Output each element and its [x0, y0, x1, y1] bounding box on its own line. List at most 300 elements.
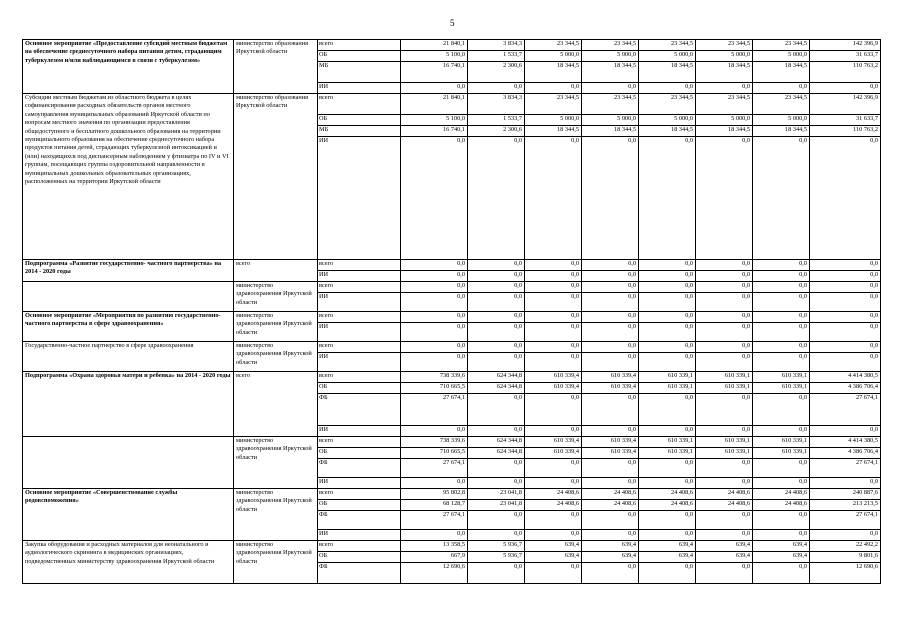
- activity-name: Основное мероприятие «Совершенствование службы родовспоможения»: [23, 489, 234, 541]
- value-cell: 0,0: [639, 511, 696, 530]
- funding-source-cell: всего: [318, 260, 401, 271]
- value-cell: 0,0: [582, 563, 639, 584]
- value-cell: 610 339,1: [753, 448, 810, 459]
- value-cell: 710 665,5: [401, 383, 468, 394]
- value-cell: 18 344,5: [582, 126, 639, 137]
- value-cell: 23 344,5: [696, 40, 753, 51]
- total-cell: 0,0: [810, 478, 881, 489]
- value-cell: 18 344,5: [582, 62, 639, 83]
- table-row: [23, 94, 881, 115]
- value-cell: 23 041,8: [468, 500, 525, 511]
- value-cell: 610 339,1: [639, 383, 696, 394]
- funding-source-cell: МБ: [318, 126, 401, 137]
- value-cell: 610 339,4: [525, 437, 582, 448]
- executor-cell: министерство образования Иркутской области: [234, 40, 318, 94]
- value-cell: 0,0: [639, 342, 696, 353]
- value-cell: 0,0: [696, 342, 753, 353]
- budget-table: [22, 39, 881, 584]
- value-cell: 0,0: [401, 271, 468, 282]
- value-cell: 0,0: [468, 312, 525, 323]
- value-cell: 0,0: [753, 342, 810, 353]
- value-cell: 0,0: [696, 323, 753, 342]
- executor-cell: министерство здравоохранения Иркутской области: [234, 541, 318, 584]
- value-cell: 21 840,1: [401, 40, 468, 51]
- value-cell: 0,0: [401, 312, 468, 323]
- value-cell: 0,0: [525, 260, 582, 271]
- value-cell: 5 000,0: [639, 51, 696, 62]
- funding-source-cell: всего: [318, 541, 401, 552]
- value-cell: 639,4: [696, 552, 753, 563]
- value-cell: 5 000,0: [639, 115, 696, 126]
- total-cell: 0,0: [810, 282, 881, 293]
- value-cell: 24 408,6: [639, 489, 696, 500]
- total-cell: 0,0: [810, 260, 881, 271]
- value-cell: 624 344,8: [468, 437, 525, 448]
- value-cell: 0,0: [696, 426, 753, 437]
- value-cell: 0,0: [753, 426, 810, 437]
- value-cell: 3 834,3: [468, 40, 525, 51]
- total-cell: 27 674,1: [810, 394, 881, 426]
- value-cell: 18 344,5: [753, 62, 810, 83]
- value-cell: 610 339,1: [696, 383, 753, 394]
- value-cell: 0,0: [582, 459, 639, 478]
- funding-source-cell: МБ: [318, 62, 401, 83]
- value-cell: 23 344,5: [525, 94, 582, 115]
- value-cell: 18 344,5: [639, 62, 696, 83]
- value-cell: 5 000,0: [525, 51, 582, 62]
- value-cell: 0,0: [468, 260, 525, 271]
- total-cell: 0,0: [810, 83, 881, 94]
- value-cell: 610 339,1: [696, 372, 753, 383]
- funding-source-cell: всего: [318, 372, 401, 383]
- value-cell: 0,0: [696, 478, 753, 489]
- value-cell: 0,0: [696, 293, 753, 312]
- funding-source-cell: ИИ: [318, 353, 401, 372]
- value-cell: 13 358,5: [401, 541, 468, 552]
- total-cell: 22 492,2: [810, 541, 881, 552]
- value-cell: 0,0: [468, 478, 525, 489]
- value-cell: 639,4: [525, 552, 582, 563]
- value-cell: 0,0: [525, 353, 582, 372]
- activity-name: [23, 282, 234, 312]
- value-cell: 0,0: [401, 83, 468, 94]
- value-cell: 0,0: [696, 530, 753, 541]
- value-cell: 0,0: [525, 293, 582, 312]
- value-cell: 18 344,5: [696, 62, 753, 83]
- value-cell: 0,0: [639, 271, 696, 282]
- total-cell: 0,0: [810, 271, 881, 282]
- value-cell: 0,0: [525, 394, 582, 426]
- value-cell: 5 000,0: [696, 115, 753, 126]
- value-cell: 0,0: [582, 83, 639, 94]
- value-cell: 0,0: [468, 83, 525, 94]
- executor-cell: министерство здравоохранения Иркутской области: [234, 282, 318, 312]
- value-cell: 0,0: [401, 353, 468, 372]
- value-cell: 0,0: [753, 312, 810, 323]
- executor-cell: министерство образования Иркутской области: [234, 94, 318, 260]
- value-cell: 0,0: [753, 323, 810, 342]
- total-cell: 4 386 706,4: [810, 383, 881, 394]
- value-cell: 23 344,5: [525, 40, 582, 51]
- total-cell: 213 213,5: [810, 500, 881, 511]
- value-cell: 0,0: [468, 342, 525, 353]
- value-cell: 610 339,4: [582, 437, 639, 448]
- value-cell: 624 344,8: [468, 372, 525, 383]
- value-cell: 18 344,5: [753, 126, 810, 137]
- value-cell: 5 000,0: [582, 115, 639, 126]
- value-cell: 0,0: [582, 271, 639, 282]
- value-cell: 1 533,7: [468, 115, 525, 126]
- value-cell: 2 300,6: [468, 62, 525, 83]
- funding-source-cell: ФБ: [318, 511, 401, 530]
- value-cell: 0,0: [696, 563, 753, 584]
- value-cell: 0,0: [639, 312, 696, 323]
- value-cell: 18 344,5: [525, 126, 582, 137]
- value-cell: 5 000,0: [753, 115, 810, 126]
- funding-source-cell: всего: [318, 437, 401, 448]
- value-cell: 0,0: [753, 394, 810, 426]
- total-cell: 12 690,6: [810, 563, 881, 584]
- total-cell: 27 674,1: [810, 459, 881, 478]
- table-row: [23, 372, 881, 383]
- value-cell: 0,0: [639, 563, 696, 584]
- funding-source-cell: ИИ: [318, 137, 401, 260]
- value-cell: 0,0: [696, 459, 753, 478]
- value-cell: 24 408,6: [753, 489, 810, 500]
- value-cell: 5 000,0: [753, 51, 810, 62]
- funding-source-cell: всего: [318, 94, 401, 115]
- value-cell: 0,0: [696, 353, 753, 372]
- value-cell: 24 408,6: [525, 500, 582, 511]
- total-cell: 9 801,6: [810, 552, 881, 563]
- total-cell: 110 763,2: [810, 126, 881, 137]
- value-cell: 0,0: [696, 394, 753, 426]
- value-cell: 0,0: [468, 459, 525, 478]
- executor-cell: министерство здравоохранения Иркутской области: [234, 437, 318, 489]
- value-cell: 0,0: [753, 282, 810, 293]
- total-cell: 240 887,6: [810, 489, 881, 500]
- value-cell: 639,4: [582, 552, 639, 563]
- value-cell: 0,0: [468, 530, 525, 541]
- funding-source-cell: ОБ: [318, 500, 401, 511]
- value-cell: 0,0: [753, 293, 810, 312]
- value-cell: 68 128,7: [401, 500, 468, 511]
- value-cell: 0,0: [582, 282, 639, 293]
- activity-name: [23, 437, 234, 489]
- value-cell: 0,0: [582, 323, 639, 342]
- value-cell: 24 408,6: [696, 489, 753, 500]
- total-cell: 0,0: [810, 353, 881, 372]
- value-cell: 27 674,1: [401, 394, 468, 426]
- value-cell: 624 344,8: [468, 448, 525, 459]
- value-cell: 0,0: [696, 137, 753, 260]
- value-cell: 738 339,6: [401, 437, 468, 448]
- total-cell: 142 396,9: [810, 40, 881, 51]
- funding-source-cell: ФБ: [318, 394, 401, 426]
- total-cell: 110 763,2: [810, 62, 881, 83]
- value-cell: 624 344,8: [468, 383, 525, 394]
- value-cell: 0,0: [639, 137, 696, 260]
- activity-name: Государственно-частное партнерство в сфере здравоохранения: [23, 342, 234, 372]
- value-cell: 0,0: [468, 137, 525, 260]
- value-cell: 24 408,6: [753, 500, 810, 511]
- value-cell: 610 339,4: [582, 372, 639, 383]
- value-cell: 0,0: [401, 342, 468, 353]
- value-cell: 0,0: [401, 426, 468, 437]
- value-cell: 0,0: [468, 394, 525, 426]
- value-cell: 0,0: [468, 282, 525, 293]
- value-cell: 27 674,1: [401, 511, 468, 530]
- value-cell: 0,0: [696, 511, 753, 530]
- value-cell: 5 000,0: [582, 51, 639, 62]
- total-cell: 0,0: [810, 323, 881, 342]
- funding-source-cell: ОБ: [318, 115, 401, 126]
- value-cell: 0,0: [696, 312, 753, 323]
- value-cell: 0,0: [696, 260, 753, 271]
- value-cell: 18 344,5: [525, 62, 582, 83]
- total-cell: 142 396,9: [810, 94, 881, 115]
- value-cell: 0,0: [525, 282, 582, 293]
- value-cell: 23 344,5: [753, 40, 810, 51]
- value-cell: 0,0: [753, 478, 810, 489]
- total-cell: 4 386 706,4: [810, 448, 881, 459]
- table-row: [23, 489, 881, 500]
- total-cell: 0,0: [810, 293, 881, 312]
- table-row: [23, 342, 881, 353]
- value-cell: 0,0: [753, 260, 810, 271]
- value-cell: 24 408,6: [696, 500, 753, 511]
- value-cell: 0,0: [525, 511, 582, 530]
- value-cell: 639,4: [696, 541, 753, 552]
- value-cell: 0,0: [753, 137, 810, 260]
- value-cell: 95 802,8: [401, 489, 468, 500]
- value-cell: 0,0: [639, 394, 696, 426]
- funding-source-cell: всего: [318, 342, 401, 353]
- value-cell: 0,0: [639, 426, 696, 437]
- value-cell: 0,0: [582, 394, 639, 426]
- value-cell: 639,4: [639, 552, 696, 563]
- value-cell: 24 408,6: [582, 500, 639, 511]
- executor-cell: министерство здравоохранения Иркутской области: [234, 312, 318, 342]
- value-cell: 23 344,5: [582, 40, 639, 51]
- value-cell: 610 339,1: [639, 448, 696, 459]
- value-cell: 0,0: [696, 83, 753, 94]
- value-cell: 5 936,7: [468, 552, 525, 563]
- value-cell: 0,0: [525, 83, 582, 94]
- value-cell: 23 344,5: [639, 40, 696, 51]
- value-cell: 610 339,1: [753, 372, 810, 383]
- value-cell: 2 300,6: [468, 126, 525, 137]
- value-cell: 0,0: [401, 530, 468, 541]
- value-cell: 610 339,1: [696, 448, 753, 459]
- funding-source-cell: всего: [318, 282, 401, 293]
- total-cell: 31 633,7: [810, 115, 881, 126]
- value-cell: 1 533,7: [468, 51, 525, 62]
- value-cell: 0,0: [639, 323, 696, 342]
- activity-name: Субсидии местным бюджетам из областного бюджета в целях софинансирования расходных обязательств органов местного самоуправления муниципальных образований Иркутской области по вопросам местного значения по организации предоставления общедоступного и бесплатного дошкольного образования на территории муниципального образования на обеспечение среднесуточного набора продуктов питания детей, страдающих туберкулезной интоксикацией и (или) находящихся под диспансерным наблюдением у фтизиатра по IV и VI группам, посещающих группы оздоровительной направленности в муниципальных дошкольных образовательных организациях, расположенных на территории Иркутской области: [23, 94, 234, 260]
- funding-source-cell: ИИ: [318, 426, 401, 437]
- value-cell: 0,0: [639, 353, 696, 372]
- value-cell: 0,0: [468, 323, 525, 342]
- value-cell: 0,0: [582, 342, 639, 353]
- value-cell: 0,0: [582, 137, 639, 260]
- table-row: [23, 282, 881, 293]
- executor-cell: всего: [234, 260, 318, 282]
- value-cell: 0,0: [401, 260, 468, 271]
- total-cell: 0,0: [810, 312, 881, 323]
- value-cell: 23 344,5: [696, 94, 753, 115]
- value-cell: 0,0: [401, 282, 468, 293]
- value-cell: 0,0: [639, 260, 696, 271]
- value-cell: 5 100,0: [401, 115, 468, 126]
- value-cell: 24 408,6: [582, 489, 639, 500]
- funding-source-cell: ОБ: [318, 383, 401, 394]
- value-cell: 5 936,7: [468, 541, 525, 552]
- value-cell: 24 408,6: [525, 489, 582, 500]
- funding-source-cell: всего: [318, 40, 401, 51]
- funding-source-cell: ОБ: [318, 51, 401, 62]
- funding-source-cell: ФБ: [318, 459, 401, 478]
- value-cell: 0,0: [525, 312, 582, 323]
- funding-source-cell: ОБ: [318, 552, 401, 563]
- value-cell: 12 690,6: [401, 563, 468, 584]
- activity-name: Подпрограмма «Охрана здоровья матери и ребенка» на 2014 - 2020 годы: [23, 372, 234, 437]
- value-cell: 610 339,4: [525, 372, 582, 383]
- executor-cell: министерство здравоохранения Иркутской области: [234, 489, 318, 541]
- value-cell: 0,0: [696, 282, 753, 293]
- value-cell: 610 339,1: [753, 437, 810, 448]
- value-cell: 0,0: [639, 293, 696, 312]
- table-row: [23, 312, 881, 323]
- value-cell: 0,0: [401, 293, 468, 312]
- value-cell: 0,0: [525, 323, 582, 342]
- value-cell: 639,4: [639, 541, 696, 552]
- value-cell: 0,0: [753, 353, 810, 372]
- value-cell: 0,0: [753, 83, 810, 94]
- value-cell: 610 339,1: [753, 383, 810, 394]
- value-cell: 0,0: [639, 459, 696, 478]
- activity-name: Основное мероприятие «Мероприятия по развитию государственно-частного партнерства в сфере здравоохранения»: [23, 312, 234, 342]
- value-cell: 610 339,1: [639, 437, 696, 448]
- value-cell: 0,0: [753, 530, 810, 541]
- executor-cell: министерство здравоохранения Иркутской области: [234, 342, 318, 372]
- funding-source-cell: ИИ: [318, 293, 401, 312]
- value-cell: 639,4: [525, 541, 582, 552]
- total-cell: 4 414 380,5: [810, 372, 881, 383]
- total-cell: 0,0: [810, 137, 881, 260]
- value-cell: 0,0: [582, 530, 639, 541]
- value-cell: 18 344,5: [696, 126, 753, 137]
- funding-source-cell: ИИ: [318, 530, 401, 541]
- activity-name: Основное мероприятие «Предоставление субсидий местным бюджетам на обеспечение среднесуточного набора питания детям, страдающим туберкулезом и/или наблюдающимся в связи с туберкулезом»: [23, 40, 234, 94]
- value-cell: 610 339,4: [525, 448, 582, 459]
- value-cell: 667,9: [401, 552, 468, 563]
- value-cell: 0,0: [468, 426, 525, 437]
- total-cell: 0,0: [810, 530, 881, 541]
- value-cell: 0,0: [401, 137, 468, 260]
- funding-source-cell: ИИ: [318, 323, 401, 342]
- total-cell: 31 633,7: [810, 51, 881, 62]
- value-cell: 0,0: [468, 353, 525, 372]
- funding-source-cell: всего: [318, 489, 401, 500]
- total-cell: 0,0: [810, 342, 881, 353]
- table-row: [23, 260, 881, 271]
- value-cell: 24 408,6: [639, 500, 696, 511]
- value-cell: 0,0: [525, 426, 582, 437]
- value-cell: 610 339,1: [639, 372, 696, 383]
- value-cell: 0,0: [525, 137, 582, 260]
- value-cell: 0,0: [468, 293, 525, 312]
- value-cell: 23 344,5: [639, 94, 696, 115]
- table-row: [23, 437, 881, 448]
- value-cell: 610 339,4: [582, 383, 639, 394]
- value-cell: 23 041,8: [468, 489, 525, 500]
- value-cell: 0,0: [582, 426, 639, 437]
- value-cell: 0,0: [525, 459, 582, 478]
- value-cell: 16 740,1: [401, 62, 468, 83]
- value-cell: 710 665,5: [401, 448, 468, 459]
- value-cell: 0,0: [525, 563, 582, 584]
- value-cell: 639,4: [753, 552, 810, 563]
- value-cell: 0,0: [753, 271, 810, 282]
- value-cell: 639,4: [582, 541, 639, 552]
- value-cell: 0,0: [525, 530, 582, 541]
- value-cell: 0,0: [401, 478, 468, 489]
- value-cell: 0,0: [639, 282, 696, 293]
- value-cell: 639,4: [753, 541, 810, 552]
- page-number: 5: [450, 18, 455, 28]
- value-cell: 23 344,5: [753, 94, 810, 115]
- funding-source-cell: ИИ: [318, 83, 401, 94]
- value-cell: 0,0: [468, 271, 525, 282]
- executor-cell: всего: [234, 372, 318, 437]
- value-cell: 5 000,0: [696, 51, 753, 62]
- value-cell: 3 834,3: [468, 94, 525, 115]
- value-cell: 5 100,0: [401, 51, 468, 62]
- value-cell: 0,0: [468, 563, 525, 584]
- funding-source-cell: ОБ: [318, 448, 401, 459]
- value-cell: 0,0: [639, 478, 696, 489]
- value-cell: 0,0: [582, 293, 639, 312]
- funding-source-cell: ИИ: [318, 271, 401, 282]
- total-cell: 4 414 380,5: [810, 437, 881, 448]
- value-cell: 18 344,5: [639, 126, 696, 137]
- value-cell: 0,0: [525, 478, 582, 489]
- funding-source-cell: всего: [318, 312, 401, 323]
- value-cell: 610 339,1: [696, 437, 753, 448]
- total-cell: 0,0: [810, 426, 881, 437]
- scan-artifact: [897, 290, 899, 370]
- value-cell: 0,0: [468, 511, 525, 530]
- value-cell: 0,0: [582, 312, 639, 323]
- value-cell: 23 344,5: [582, 94, 639, 115]
- value-cell: 0,0: [582, 353, 639, 372]
- value-cell: 0,0: [696, 271, 753, 282]
- value-cell: 0,0: [525, 342, 582, 353]
- value-cell: 0,0: [582, 511, 639, 530]
- value-cell: 0,0: [753, 511, 810, 530]
- value-cell: 610 339,4: [525, 383, 582, 394]
- total-cell: 27 674,1: [810, 511, 881, 530]
- value-cell: 5 000,0: [525, 115, 582, 126]
- activity-name: Закупка оборудования и расходных материалов для неонатального и аудиологического скрининга в медицинских организациях, подведомственных министерству здравоохранения Иркутской области: [23, 541, 234, 584]
- value-cell: 0,0: [582, 260, 639, 271]
- table-row: [23, 541, 881, 552]
- value-cell: 0,0: [753, 563, 810, 584]
- value-cell: 21 840,1: [401, 94, 468, 115]
- value-cell: 0,0: [525, 271, 582, 282]
- value-cell: 0,0: [401, 323, 468, 342]
